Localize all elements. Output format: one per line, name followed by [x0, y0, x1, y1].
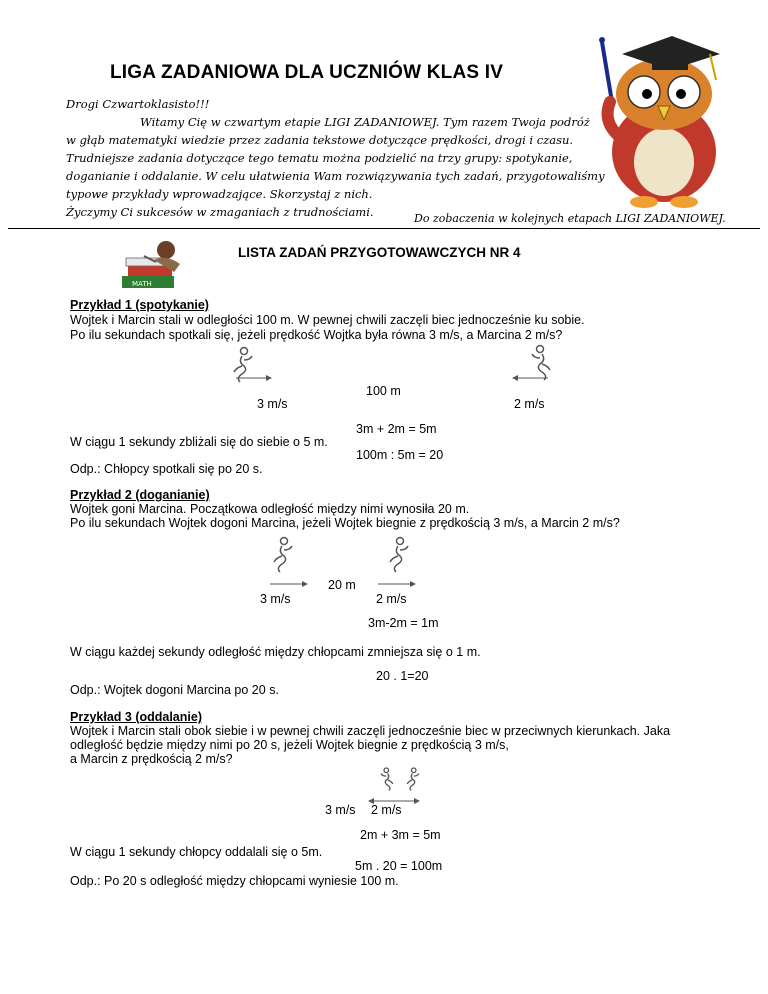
example1-calc: 100m : 5m = 20	[356, 448, 444, 462]
example2-speed-right: 2 m/s	[376, 592, 407, 606]
example2-heading: Przykład 2 (doganianie)	[70, 488, 210, 502]
intro-line: w głąb matematyki wiedzie przez zadania tekstowe dotyczące prędkości, drogi i czasu.	[66, 133, 574, 147]
arrow-right-icon	[236, 374, 272, 382]
example2-calc: 3m-2m = 1m	[368, 616, 439, 630]
signoff: Do zobaczenia w kolejnych etapach LIGI ZADANIOWEJ.	[414, 212, 726, 225]
example1-speed-right: 2 m/s	[514, 397, 545, 411]
example3-problem-line: a Marcin z prędkością 2 m/s?	[70, 752, 233, 766]
example2-speed-left: 3 m/s	[260, 592, 291, 606]
intro-greeting: Drogi Czwartoklasisto!!!	[66, 97, 210, 111]
example2-answer: Odp.: Wojtek dogoni Marcina po 20 s.	[70, 683, 279, 697]
example1-heading: Przykład 1 (spotykanie)	[70, 298, 209, 312]
example3-speed-left: 3 m/s	[325, 803, 356, 817]
example1-calc: 3m + 2m = 5m	[356, 422, 437, 436]
example3-calc: 5m . 20 = 100m	[355, 859, 443, 873]
list-title: LISTA ZADAŃ PRZYGOTOWAWCZYCH NR 4	[238, 245, 521, 260]
intro-line: Trudniejsze zadania dotyczące tego tematu można podzielić na trzy grupy: spotykanie,	[66, 151, 573, 165]
runner-icon	[382, 536, 422, 576]
example1-speed-left: 3 m/s	[257, 397, 288, 411]
example1-problem-line: Wojtek i Marcin stali w odległości 100 m. W pewnej chwili zaczęli biec jednocześnie ku sobie.	[70, 313, 585, 327]
example3-answer: Odp.: Po 20 s odległość między chłopcami wyniesie 100 m.	[70, 874, 399, 888]
intro-line: Życzymy Ci sukcesów w zmaganiach z trudnościami.	[66, 205, 374, 219]
page-title: LIGA ZADANIOWA DLA UCZNIÓW KLAS IV	[110, 62, 504, 83]
arrow-right-icon	[270, 580, 310, 588]
runner-icon	[402, 762, 428, 798]
example3-problem-line: odległość będzie między nimi po 20 s, jeżeli Wojtek biegnie z prędkością 3 m/s,	[70, 738, 509, 752]
example3-speed-right: 2 m/s	[371, 803, 402, 817]
arrow-left-icon	[512, 374, 548, 382]
runner-icon	[372, 762, 398, 798]
example2-calc: 20 . 1=20	[376, 669, 429, 683]
example1-answer: Odp.: Chłopcy spotkali się po 20 s.	[70, 462, 263, 476]
example2-problem-line: Wojtek goni Marcina. Początkowa odległość między nimi wynosiła 20 m.	[70, 502, 470, 516]
svg-text:MATH: MATH	[132, 280, 152, 288]
intro-line: doganianie i oddalanie. W celu ułatwienia Wam rozwiązywania tych zadań, przygotowaliśmy	[66, 169, 605, 183]
intro-line: typowe przykłady wprowadzające. Skorzystaj z nich.	[66, 187, 373, 201]
example2-explain: W ciągu każdej sekundy odległość między chłopcami zmniejsza się o 1 m.	[70, 645, 481, 659]
owl-professor-icon	[592, 32, 732, 212]
example3-heading: Przykład 3 (oddalanie)	[70, 710, 202, 724]
example2-distance-label: 20 m	[328, 578, 356, 592]
student-books-icon	[114, 236, 194, 292]
example1-distance-label: 100 m	[366, 384, 401, 398]
example3-problem-line: Wojtek i Marcin stali obok siebie i w pewnej chwili zaczęli jednocześnie biec w przeciwnych kierunkach. Jaka	[70, 724, 671, 738]
arrow-right-icon	[378, 580, 418, 588]
example3-calc: 2m + 3m = 5m	[360, 828, 441, 842]
runner-icon	[266, 536, 306, 576]
example1-problem-line: Po ilu sekundach spotkali się, jeżeli prędkość Wojtka była równa 3 m/s, a Marcina 2 m/s?	[70, 328, 563, 342]
intro-line: Witamy Cię w czwartym etapie LIGI ZADANIOWEJ. Tym razem Twoja podróż	[140, 115, 590, 129]
example3-explain: W ciągu 1 sekundy chłopcy oddalali się o 5m.	[70, 845, 323, 859]
example2-problem-line: Po ilu sekundach Wojtek dogoni Marcina, jeżeli Wojtek biegnie z prędkością 3 m/s, a Marcin 2 m/s?	[70, 516, 620, 530]
header-divider	[8, 228, 760, 229]
example1-explain: W ciągu 1 sekundy zbliżali się do siebie o 5 m.	[70, 435, 328, 449]
